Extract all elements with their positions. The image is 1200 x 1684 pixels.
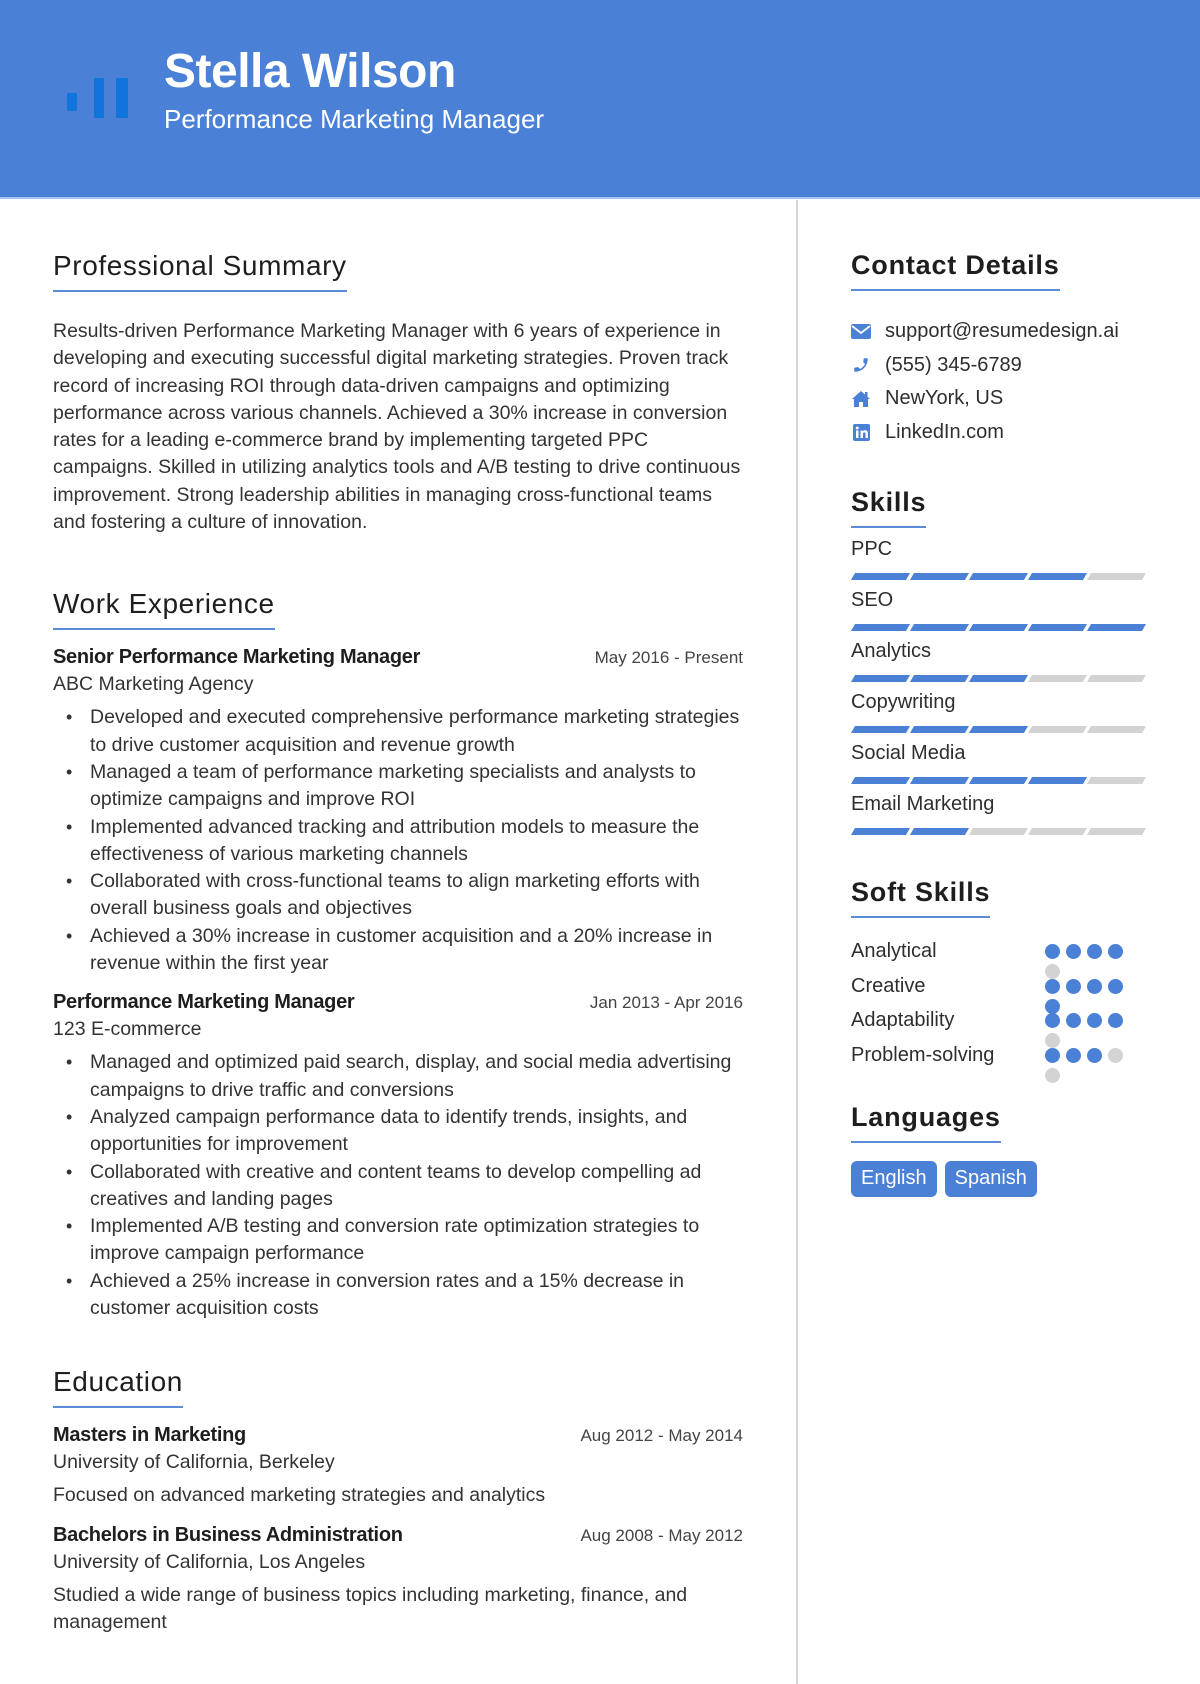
language-badge: English [851,1161,937,1197]
skill-level-bar [851,828,1171,835]
job-entry [53,646,743,977]
contact-section [851,250,1171,449]
envelope-icon [851,322,871,342]
skill-name: Email Marketing [851,793,995,815]
company-name: ABC Marketing Agency [53,673,254,696]
skill-item [851,742,1171,784]
education-section [53,1366,743,1636]
education-description: Focused on advanced marketing strategies and analytics [53,1484,546,1507]
education-description: Studied a wide range of business topics including marketing, finance, and management [53,1583,688,1633]
bullet-item: • Managed a team of performance marketing specialists and analysts to optimize campaigns and improve ROI [53,759,743,814]
section-heading: Skills [851,487,926,528]
soft-skills-section [851,877,1171,1072]
contact-phone[interactable] [851,349,1171,383]
contact-value: NewYork, US [885,387,1004,410]
contact-email[interactable] [851,315,1171,349]
contact-value: LinkedIn.com [885,420,1004,443]
skill-level-bar [851,777,1171,784]
section-heading: Contact Details [851,250,1060,291]
soft-skill-name: Creative [851,974,926,997]
job-dates: Jan 2013 - Apr 2016 [589,993,743,1013]
contact-location [851,382,1171,416]
skill-name: SEO [851,589,894,611]
bullet-item: • Analyzed campaign performance data to identify trends, insights, and opportunities for improvement [53,1104,743,1159]
summary-text: Results-driven Performance Marketing Manager with 6 years of experience in developing and executing successful digital marketing strategies. Proven track record of increasing ROI through data-driven campaigns and optimizing performance across various channels. Achieved a 30% increase in conversion rates for a leading e-commerce brand by implementing targeted PPC campaigns. Skilled in utilizing analytics tools and A/B testing to drive continuous improvement. Strong leadership abilities in managing cross-functional teams and fostering a culture of innovation. [53,320,741,534]
skill-item [851,589,1171,631]
degree-title: Masters in Marketing [53,1424,246,1447]
soft-skill-name: Problem-solving [851,1043,995,1066]
soft-skill-item [851,1003,1171,1038]
sidebar-column [851,250,1171,1197]
home-icon [851,389,871,409]
skill-name: Copywriting [851,691,956,713]
soft-skill-name: Analytical [851,940,937,962]
contact-value: (555) 345-6789 [885,353,1022,376]
section-heading: Professional Summary [53,250,347,292]
skill-item [851,793,1171,835]
language-badge: Spanish [945,1161,1037,1197]
skill-name: PPC [851,538,893,560]
bullet-item: • Collaborated with creative and content teams to develop compelling ad creatives and landing pages [53,1159,743,1214]
company-name: 123 E-commerce [53,1018,202,1041]
skill-item [851,691,1171,733]
soft-skill-name: Adaptability [851,1009,955,1031]
phone-icon [851,355,871,375]
skill-name: Social Media [851,742,966,764]
job-title: Performance Marketing Manager [53,991,355,1014]
bullet-item: • Implemented A/B testing and conversion rate optimization strategies to improve campaign performance [53,1213,743,1268]
work-experience-section [53,588,743,1322]
job-dates: May 2016 - Present [594,648,743,668]
school-name: University of California, Los Angeles [53,1550,366,1573]
bullet-item: • Implemented advanced tracking and attribution models to measure the effectiveness of various marketing channels [53,814,743,869]
bullet-item: • Developed and executed comprehensive performance marketing strategies to drive customer acquisition and revenue growth [53,704,743,759]
bullet-item: • Achieved a 25% increase in conversion rates and a 15% decrease in customer acquisition costs [53,1268,743,1323]
education-entry [53,1424,743,1509]
education-entry [53,1524,743,1637]
skills-section [851,487,1171,835]
main-column [53,250,743,1636]
bar-chart-logo-icon [67,78,137,128]
job-entry [53,991,743,1322]
languages-section [851,1102,1171,1197]
education-dates: Aug 2008 - May 2012 [580,1525,743,1545]
professional-summary-section [53,250,743,536]
bullet-item: • Achieved a 30% increase in customer acquisition and a 20% increase in revenue within the first year [53,923,743,978]
contact-linkedin[interactable] [851,416,1171,450]
candidate-title: Performance Marketing Manager [164,104,545,134]
soft-skill-rating [1045,979,1135,994]
skill-item [851,538,1171,580]
section-heading: Work Experience [53,588,275,630]
contact-value: support@resumedesign.ai [885,320,1119,343]
candidate-name: Stella Wilson [164,45,456,98]
soft-skill-item [851,934,1171,969]
soft-skill-item [851,1038,1171,1073]
skill-level-bar [851,573,1171,580]
soft-skill-item [851,969,1171,1004]
degree-title: Bachelors in Business Administration [53,1523,403,1546]
skill-level-bar [851,726,1171,733]
school-name: University of California, Berkeley [53,1451,335,1474]
job-bullets [53,704,743,977]
resume-header [0,0,1200,199]
skill-name: Analytics [851,640,932,662]
section-heading: Languages [851,1102,1001,1143]
job-bullets [53,1049,743,1322]
skill-level-bar [851,675,1171,682]
soft-skill-rating [1045,1013,1135,1028]
bullet-item: • Collaborated with cross-functional teams to align marketing efforts with overall business goals and objectives [53,868,743,923]
section-heading: Soft Skills [851,877,990,918]
bullet-item: • Managed and optimized paid search, display, and social media advertising campaigns to drive traffic and conversions [53,1049,743,1104]
linkedin-icon [851,422,871,442]
education-dates: Aug 2012 - May 2014 [580,1426,743,1446]
job-title: Senior Performance Marketing Manager [53,646,421,669]
soft-skill-rating [1045,944,1135,959]
skill-item [851,640,1171,682]
section-heading: Education [53,1366,183,1408]
soft-skill-rating [1045,1048,1135,1063]
skill-level-bar [851,624,1171,631]
column-divider [796,200,798,1684]
